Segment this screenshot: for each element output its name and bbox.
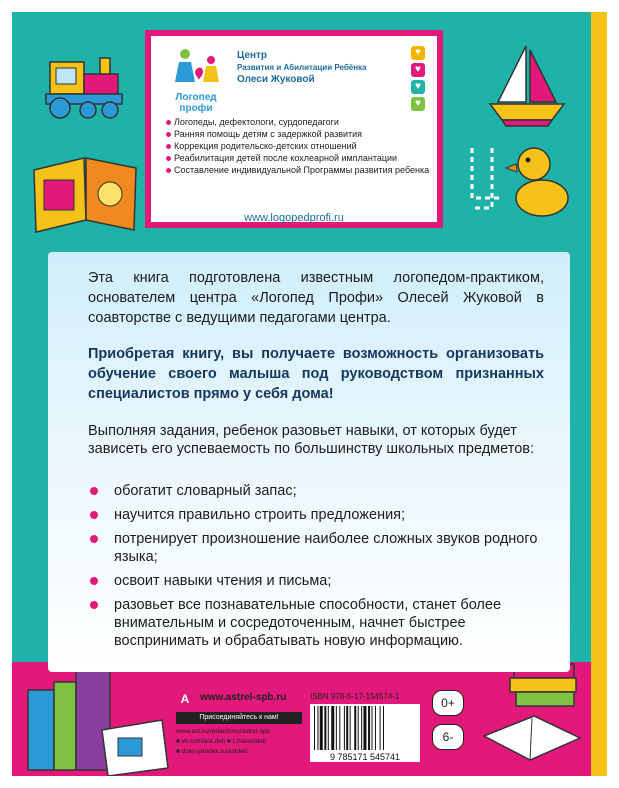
barcode-bar — [383, 706, 384, 750]
barcode-bar — [363, 706, 366, 750]
skills-list — [88, 482, 558, 656]
logo-line-2: профи — [179, 103, 213, 114]
service-item: Коррекция родительско-детских отношений — [165, 140, 437, 152]
telegram-icon: ■ — [226, 738, 231, 745]
center-title — [237, 50, 367, 86]
social-links — [176, 738, 266, 745]
center-website-link[interactable]: www.logopedprofi.ru — [244, 212, 344, 224]
barcode-bar — [336, 706, 337, 750]
center-subtitle: Развития и Абилитации Ребёнка — [237, 63, 367, 72]
intro-paragraph: Эта книга подготовлена известным логопедом-практиком, основателем центра «Логопед Профи» Олесей Жуковой в соавторстве с ведущими педагогами центра. — [88, 270, 544, 326]
books-illustration-left — [22, 660, 172, 776]
skill-item: потренирует произношение наиболее сложных звуков родного языка; — [88, 530, 558, 566]
barcode-bar — [320, 706, 323, 750]
publisher-website-link[interactable]: www.astrel-spb.ru — [200, 692, 287, 703]
barcode-bar — [354, 706, 356, 750]
yellow-spine-strip — [591, 12, 607, 776]
publisher-info — [176, 690, 506, 776]
barcode-bar — [324, 706, 326, 750]
telegram-link[interactable]: t.me/astdeti — [232, 738, 267, 745]
toy-train-illustration — [30, 54, 130, 124]
barcode-bar — [380, 706, 381, 750]
barcode-bar — [358, 706, 359, 750]
barcode-bar — [372, 706, 373, 750]
barcode-bar — [368, 706, 370, 750]
toy-sailboat-illustration — [482, 40, 572, 130]
barcode-bar — [328, 706, 329, 750]
service-item: Составление индивидуальной Программы развития ребенка — [165, 164, 437, 176]
logo-line-1: Логопед — [175, 92, 217, 103]
logoped-profi-logo-figures — [169, 46, 229, 90]
isbn-label: ISBN 978-5-17-154574-1 — [310, 692, 400, 701]
age-recommendation-badge: 6- — [432, 724, 464, 750]
barcode-bar — [350, 706, 351, 750]
vk-link[interactable]: vk.com/ast.deti — [181, 738, 226, 745]
description-panel — [48, 252, 570, 672]
skill-item: обогатит словарный запас; — [88, 482, 558, 500]
heart-icon: ♥ — [411, 97, 425, 111]
open-book-illustration — [26, 150, 146, 235]
services-list — [165, 116, 437, 176]
barcode-bar — [317, 706, 318, 750]
heart-icon: ♥ — [411, 46, 425, 60]
join-us-banner: Присоединяйтесь к нам! — [176, 712, 302, 724]
barcode-bar — [344, 706, 345, 750]
dzen-link[interactable]: dzen.yandex.ru/astdeti — [181, 748, 248, 755]
age-rating-badge: 0+ — [432, 690, 464, 716]
service-item: Логопеды, дефектологи, сурдопедагоги — [165, 116, 437, 128]
service-item: Реабилитация детей после кохлеарной имплантации — [165, 152, 437, 164]
heart-icon: ♥ — [411, 63, 425, 77]
heart-icons — [411, 46, 425, 114]
service-item: Ранняя помощь детям с задержкой развития — [165, 128, 437, 140]
barcode-bar — [339, 706, 340, 750]
vk-icon: ■ — [176, 738, 180, 745]
barcode-bar — [314, 706, 315, 750]
logoped-profi-logo-text — [167, 92, 225, 114]
heart-icon: ♥ — [411, 80, 425, 94]
barcode-bar — [375, 706, 376, 750]
barcode-bar — [361, 706, 362, 750]
dzen-row — [176, 748, 247, 755]
redactions-link[interactable]: www.ast.ru/redactions/astrel-spb — [176, 728, 270, 735]
duck-illustration — [462, 138, 572, 223]
center-info-card — [145, 30, 443, 228]
skill-item: разовьет все познавательные способности, станет более внимательным и сосредоточенным, начнет быстрее воспринимать и обрабатывать новую информацию. — [88, 596, 558, 650]
center-label: Центр — [237, 50, 268, 61]
barcode-bar — [331, 706, 334, 750]
skill-item: освоит навыки чтения и письма; — [88, 572, 558, 590]
dzen-icon: ■ — [176, 748, 180, 755]
barcode-bar — [346, 706, 348, 750]
isbn-barcode — [310, 704, 420, 762]
publisher-logo-icon: А — [176, 690, 194, 708]
highlight-paragraph: Приобретая книгу, вы получаете возможность организовать обучение своего малыша под руководством признанных специалистов прямо у себя дома! — [88, 346, 544, 402]
center-name: Олеси Жуковой — [237, 74, 315, 85]
barcode-number: 9 785171 545741 — [329, 752, 401, 762]
lead-paragraph: Выполняя задания, ребенок разовьет навыки, от которых будет зависеть его успеваемость по большинству школьных предметов: — [88, 423, 534, 457]
skill-item: научится правильно строить предложения; — [88, 506, 558, 524]
